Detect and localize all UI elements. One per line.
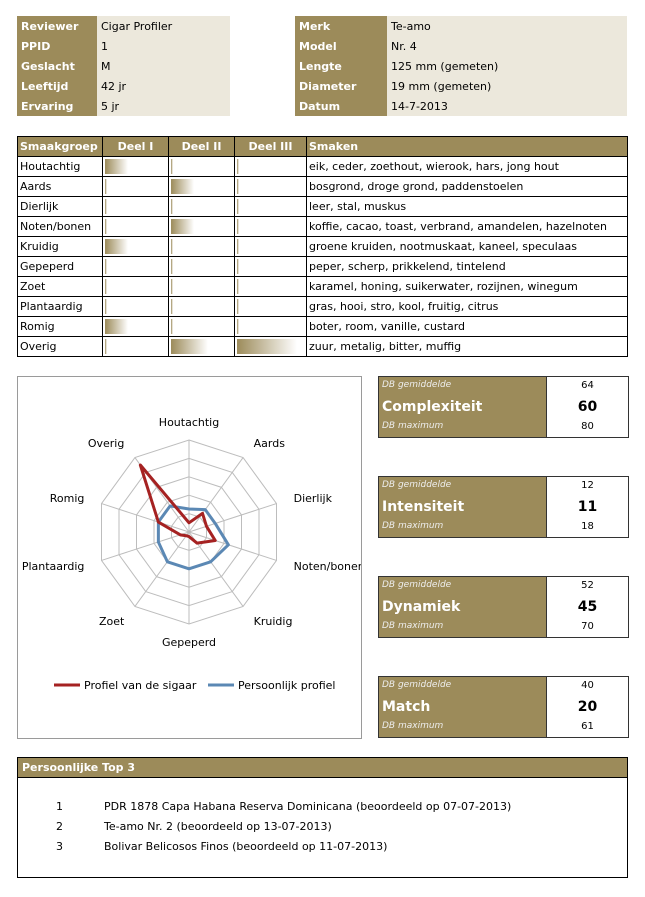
- taste-row: [18, 237, 628, 257]
- leeftijd-key: Leeftijd: [17, 76, 97, 96]
- diameter-key: Diameter: [295, 76, 387, 96]
- taste-intensity-bar: [171, 159, 173, 174]
- taste-intensity-bar: [171, 179, 194, 194]
- taste-intensity-bar: [237, 299, 239, 314]
- taste-part-1-cell: [103, 297, 169, 317]
- model-row: [295, 36, 627, 56]
- score-max-value: 61: [581, 721, 594, 732]
- taste-intensity-bar: [237, 159, 239, 174]
- score-name: Match: [382, 699, 431, 715]
- score-value: 11: [577, 499, 598, 515]
- taste-notes: zuur, metalig, bitter, muffig: [307, 337, 628, 357]
- legend-label-sigaar: Profiel van de sigaar: [84, 679, 197, 692]
- taste-intensity-bar: [105, 179, 107, 194]
- radar-category-label: Noten/bonen: [293, 559, 361, 573]
- taste-part-3-cell: [235, 217, 307, 237]
- radar-spoke: [189, 458, 243, 532]
- score-max-label: DB maximum: [382, 421, 444, 431]
- taste-notes: peper, scherp, prikkelend, tintelend: [307, 257, 628, 277]
- score-name: Dynamiek: [382, 599, 461, 615]
- score-name: Complexiteit: [382, 399, 483, 415]
- taste-intensity-bar: [171, 259, 173, 274]
- diameter-value: 19 mm (gemeten): [387, 76, 627, 96]
- radar-category-label: Plantaardig: [21, 559, 85, 573]
- taste-part-2-cell: [169, 197, 235, 217]
- lengte-value: 125 mm (gemeten): [387, 56, 627, 76]
- taste-intensity-bar: [105, 239, 128, 254]
- taste-intensity-bar: [237, 339, 297, 354]
- score-value: 60: [577, 399, 598, 415]
- leeftijd-value: 42 jr: [97, 76, 230, 96]
- taste-notes: eik, ceder, zoethout, wierook, hars, jong hout: [307, 157, 628, 177]
- score-max-value: 18: [581, 521, 594, 532]
- taste-part-2-cell: [169, 157, 235, 177]
- radar-category-label: Houtachtig: [158, 416, 220, 429]
- taste-intensity-bar: [237, 239, 239, 254]
- score-avg-value: 12: [581, 480, 594, 491]
- taste-group: Plantaardig: [18, 297, 103, 317]
- score-value-panel: [547, 477, 628, 537]
- taste-part-1-cell: [103, 197, 169, 217]
- score-value: 20: [577, 699, 598, 715]
- taste-row: [18, 297, 628, 317]
- reviewer-value: Cigar Profiler: [97, 16, 230, 36]
- taste-intensity-bar: [171, 199, 173, 214]
- geslacht-value: M: [97, 56, 230, 76]
- top3-rank: 3: [56, 840, 63, 853]
- taste-row: [18, 197, 628, 217]
- taste-intensity-bar: [171, 339, 208, 354]
- reviewer-key: Reviewer: [17, 16, 97, 36]
- taste-group: Dierlijk: [18, 197, 103, 217]
- taste-group: Kruidig: [18, 237, 103, 257]
- top3-rank: 1: [56, 800, 63, 813]
- score-box: [378, 576, 629, 638]
- score-max-label: DB maximum: [382, 521, 444, 531]
- radar-series-line: [140, 465, 215, 543]
- model-key: Model: [295, 36, 387, 56]
- taste-part-1-cell: [103, 217, 169, 237]
- taste-intensity-bar: [237, 259, 239, 274]
- score-avg-label: DB gemiddelde: [382, 580, 452, 590]
- taste-group: Zoet: [18, 277, 103, 297]
- taste-intensity-bar: [237, 319, 239, 334]
- taste-intensity-bar: [237, 219, 239, 234]
- taste-row: [18, 317, 628, 337]
- taste-part-1-cell: [103, 257, 169, 277]
- taste-group: Romig: [18, 317, 103, 337]
- taste-intensity-bar: [105, 199, 107, 214]
- taste-intensity-bar: [171, 219, 194, 234]
- cigar-info-table: [295, 16, 627, 116]
- taste-part-3-cell: [235, 197, 307, 217]
- reviewer-row: [17, 16, 230, 36]
- radar-category-label: Kruidig: [253, 614, 293, 628]
- radar-category-label: Zoet: [98, 614, 125, 628]
- lengte-row: [295, 56, 627, 76]
- score-label-panel: [379, 577, 547, 637]
- taste-intensity-bar: [105, 259, 107, 274]
- taste-part-3-cell: [235, 277, 307, 297]
- taste-part-1-cell: [103, 157, 169, 177]
- taste-part-2-cell: [169, 297, 235, 317]
- taste-intensity-bar: [237, 199, 239, 214]
- model-value: Nr. 4: [387, 36, 627, 56]
- taste-table-header: [18, 137, 628, 157]
- score-avg-label: DB gemiddelde: [382, 680, 452, 690]
- score-max-value: 80: [581, 421, 594, 432]
- ervaring-key: Ervaring: [17, 96, 97, 116]
- taste-notes: gras, hooi, stro, kool, fruitig, citrus: [307, 297, 628, 317]
- radar-category-label: Overig: [87, 437, 125, 451]
- taste-intensity-bar: [171, 299, 173, 314]
- taste-row: [18, 177, 628, 197]
- taste-part-2-cell: [169, 317, 235, 337]
- taste-intensity-bar: [237, 279, 239, 294]
- taste-part-3-cell: [235, 157, 307, 177]
- radar-category-label: Dierlijk: [293, 492, 332, 506]
- radar-category-label: Aards: [253, 437, 285, 451]
- taste-part-1-cell: [103, 317, 169, 337]
- merk-key: Merk: [295, 16, 387, 36]
- geslacht-key: Geslacht: [17, 56, 97, 76]
- score-max-value: 70: [581, 621, 594, 632]
- taste-part-1-cell: [103, 337, 169, 357]
- header-deel-1: Deel I: [103, 137, 169, 157]
- taste-part-3-cell: [235, 297, 307, 317]
- ppid-key: PPID: [17, 36, 97, 56]
- datum-row: [295, 96, 627, 116]
- score-value-panel: [547, 577, 628, 637]
- radar-spoke: [189, 504, 276, 532]
- taste-notes: leer, stal, muskus: [307, 197, 628, 217]
- score-name: Intensiteit: [382, 499, 465, 515]
- taste-intensity-bar: [105, 159, 128, 174]
- taste-notes: karamel, honing, suikerwater, rozijnen, winegum: [307, 277, 628, 297]
- taste-notes: bosgrond, droge grond, paddenstoelen: [307, 177, 628, 197]
- score-box: [378, 376, 629, 438]
- score-value: 45: [577, 599, 598, 615]
- ervaring-value: 5 jr: [97, 96, 230, 116]
- taste-row: [18, 217, 628, 237]
- header-smaakgroep: Smaakgroep: [18, 137, 103, 157]
- merk-row: [295, 16, 627, 36]
- taste-part-2-cell: [169, 277, 235, 297]
- score-box: [378, 676, 629, 738]
- taste-group: Houtachtig: [18, 157, 103, 177]
- score-avg-value: 52: [581, 580, 594, 591]
- score-max-label: DB maximum: [382, 721, 444, 731]
- top3-rank: 2: [56, 820, 63, 833]
- taste-part-3-cell: [235, 177, 307, 197]
- taste-notes: boter, room, vanille, custard: [307, 317, 628, 337]
- leeftijd-row: [17, 76, 230, 96]
- taste-part-2-cell: [169, 337, 235, 357]
- taste-row: [18, 257, 628, 277]
- reviewer-info-table: [17, 16, 230, 116]
- score-value-panel: [547, 377, 628, 437]
- score-label-panel: [379, 377, 547, 437]
- taste-part-3-cell: [235, 257, 307, 277]
- radar-category-label: Gepeperd: [161, 636, 217, 649]
- legend-label-persoonlijk: Persoonlijk profiel: [238, 679, 336, 692]
- score-box: [378, 476, 629, 538]
- taste-group: Gepeperd: [18, 257, 103, 277]
- lengte-key: Lengte: [295, 56, 387, 76]
- radar-spoke: [135, 532, 189, 606]
- taste-intensity-bar: [105, 299, 107, 314]
- top3-title: Persoonlijke Top 3: [18, 758, 627, 778]
- taste-intensity-bar: [105, 279, 107, 294]
- header-deel-2: Deel II: [169, 137, 235, 157]
- taste-part-1-cell: [103, 277, 169, 297]
- personal-top3: [17, 757, 628, 878]
- taste-group: Overig: [18, 337, 103, 357]
- score-value-panel: [547, 677, 628, 737]
- taste-intensity-bar: [105, 339, 107, 354]
- score-avg-value: 64: [581, 380, 594, 391]
- top3-text: PDR 1878 Capa Habana Reserva Dominicana (beoordeeld op 07-07-2013): [104, 800, 512, 813]
- taste-part-2-cell: [169, 257, 235, 277]
- radar-category-label: Romig: [49, 492, 85, 506]
- radar-spoke: [102, 532, 189, 560]
- taste-intensity-bar: [171, 239, 173, 254]
- header-smaken: Smaken: [307, 137, 628, 157]
- taste-intensity-bar: [105, 319, 128, 334]
- ppid-value: 1: [97, 36, 230, 56]
- taste-part-1-cell: [103, 177, 169, 197]
- datum-key: Datum: [295, 96, 387, 116]
- score-avg-label: DB gemiddelde: [382, 380, 452, 390]
- taste-part-2-cell: [169, 177, 235, 197]
- taste-intensity-bar: [171, 279, 173, 294]
- top3-text: Te-amo Nr. 2 (beoordeeld op 13-07-2013): [104, 820, 332, 833]
- score-avg-label: DB gemiddelde: [382, 480, 452, 490]
- diameter-row: [295, 76, 627, 96]
- header-deel-3: Deel III: [235, 137, 307, 157]
- taste-row: [18, 277, 628, 297]
- taste-part-3-cell: [235, 317, 307, 337]
- taste-notes: koffie, cacao, toast, verbrand, amandelen, hazelnoten: [307, 217, 628, 237]
- top3-text: Bolivar Belicosos Finos (beoordeeld op 11-07-2013): [104, 840, 388, 853]
- taste-intensity-bar: [171, 319, 173, 334]
- taste-notes: groene kruiden, nootmuskaat, kaneel, speculaas: [307, 237, 628, 257]
- taste-table: [17, 136, 628, 357]
- radar-chart-svg: [18, 377, 361, 738]
- taste-group: Noten/bonen: [18, 217, 103, 237]
- ervaring-row: [17, 96, 230, 116]
- taste-row: [18, 157, 628, 177]
- score-label-panel: [379, 477, 547, 537]
- geslacht-row: [17, 56, 230, 76]
- taste-group: Aards: [18, 177, 103, 197]
- taste-intensity-bar: [237, 179, 239, 194]
- taste-part-3-cell: [235, 337, 307, 357]
- datum-value: 14-7-2013: [387, 96, 627, 116]
- score-max-label: DB maximum: [382, 621, 444, 631]
- taste-part-3-cell: [235, 237, 307, 257]
- taste-part-2-cell: [169, 217, 235, 237]
- taste-part-1-cell: [103, 237, 169, 257]
- ppid-row: [17, 36, 230, 56]
- radar-chart: [17, 376, 362, 739]
- score-label-panel: [379, 677, 547, 737]
- taste-part-2-cell: [169, 237, 235, 257]
- score-avg-value: 40: [581, 680, 594, 691]
- radar-spoke: [189, 532, 276, 560]
- taste-row: [18, 337, 628, 357]
- taste-intensity-bar: [105, 219, 107, 234]
- merk-value: Te-amo: [387, 16, 627, 36]
